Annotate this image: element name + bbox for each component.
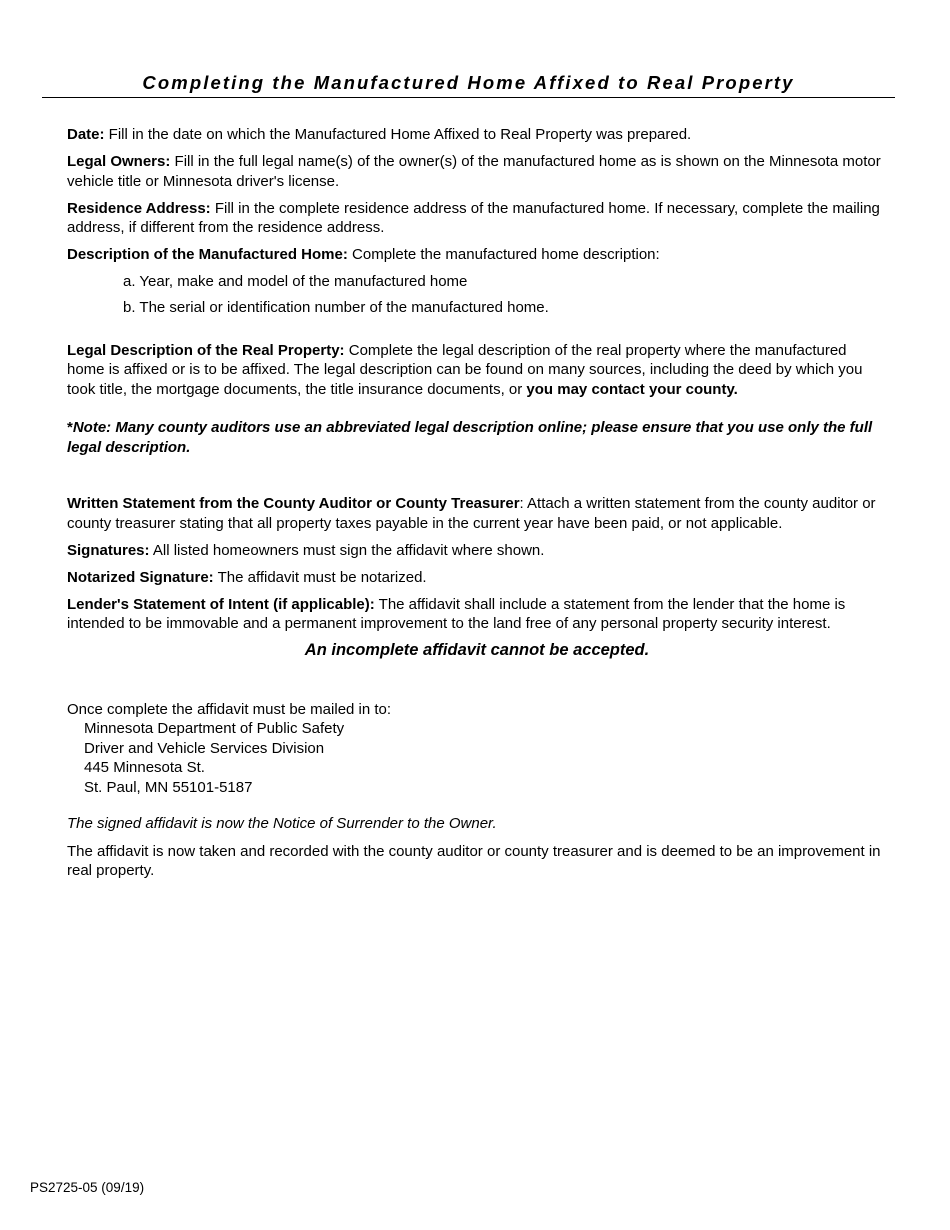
lender-instruction xyxy=(67,595,887,634)
mailing-address-line: Minnesota Department of Public Safety xyxy=(84,720,345,737)
residence-address-label: Residence Address: xyxy=(67,199,211,217)
legal-description-instruction xyxy=(67,341,887,400)
mailing-address-line: Driver and Vehicle Services Division xyxy=(84,739,325,757)
instructions-body xyxy=(67,125,887,881)
legal-description-note xyxy=(67,418,887,457)
legal-description-label: Legal Description of the Real Property: xyxy=(67,341,345,359)
notarized-label: Notarized Signature: xyxy=(67,568,214,586)
description-list xyxy=(123,272,887,318)
description-item-year-make-model: a. Year, make and model of the manufactured home xyxy=(123,272,468,290)
description-label: Description of the Manufactured Home: xyxy=(67,246,348,263)
mailing-intro: Once complete the affidavit must be mailed in to: xyxy=(67,700,392,718)
lender-label: Lender's Statement of Intent (if applicable): xyxy=(67,595,375,613)
incomplete-warning: An incomplete affidavit cannot be accepted. xyxy=(304,641,650,659)
residence-address-instruction xyxy=(67,199,887,238)
legal-owners-text: Fill in the full legal name(s) of the owner(s) of the manufactured home as is shown on the Minnesota motor vehicle title or Minnesota driver's license. xyxy=(67,153,881,190)
residence-address-text: Fill in the complete residence address of the manufactured home. If necessary, complete the mailing address, if different from the residence address. xyxy=(67,199,880,236)
form-number: PS2725-05 (09/19) xyxy=(30,1180,145,1195)
signatures-text: All listed homeowners must sign the affidavit where shown. xyxy=(149,541,545,559)
mailing-address-line: St. Paul, MN 55101-5187 xyxy=(84,778,253,796)
legal-owners-instruction xyxy=(67,152,887,191)
note-text: Note: Many county auditors use an abbreviated legal description online; please ensure that you use only the full legal description. xyxy=(67,419,873,456)
written-statement-instruction xyxy=(67,494,887,533)
lender-text: The affidavit shall include a statement from the lender that the home is intended to be immovable and a permanent improvement to the land free of any personal property security interest. xyxy=(67,595,846,632)
notarized-text: The affidavit must be notarized. xyxy=(213,568,427,586)
description-instruction xyxy=(67,245,887,265)
legal-description-emphasis: you may contact your county. xyxy=(526,380,738,398)
recording-statement: The affidavit is now taken and recorded with the county auditor or county treasurer and is deemed to be an improvement in real property. xyxy=(67,842,881,879)
date-text: Fill in the date on which the Manufactured Home Affixed to Real Property was prepared. xyxy=(104,126,692,143)
mailing-instructions xyxy=(67,700,887,798)
signed-affidavit-notice: The signed affidavit is now the Notice of Surrender to the Owner. xyxy=(67,815,497,832)
written-statement-text: : Attach a written statement from the county auditor or county treasurer stating that all property taxes payable in the current year have been paid, or not applicable. xyxy=(67,495,876,532)
legal-owners-label: Legal Owners: xyxy=(67,153,171,170)
mailing-address-line: 445 Minnesota St. xyxy=(84,759,205,776)
signatures-label: Signatures: xyxy=(67,541,150,559)
page-title: Completing the Manufactured Home Affixed to Real Property xyxy=(142,72,795,93)
written-statement-label: Written Statement from the County Auditor or County Treasurer xyxy=(67,495,520,512)
date-label: Date: xyxy=(67,126,105,143)
date-instruction xyxy=(67,125,887,145)
signatures-instruction xyxy=(67,541,887,561)
note-asterisk: * xyxy=(67,419,73,436)
legal-description-text: Complete the legal description of the real property where the manufactured home is affixed or is to be affixed. The legal description can be found on many sources, including the deed by which you took title, the mortgage documents, the title insurance documents, or xyxy=(67,341,863,398)
description-item-serial-number: b. The serial or identification number of the manufactured home. xyxy=(123,299,549,316)
notarized-instruction xyxy=(67,568,887,588)
title-divider xyxy=(42,97,895,98)
description-text: Complete the manufactured home description: xyxy=(347,246,660,263)
